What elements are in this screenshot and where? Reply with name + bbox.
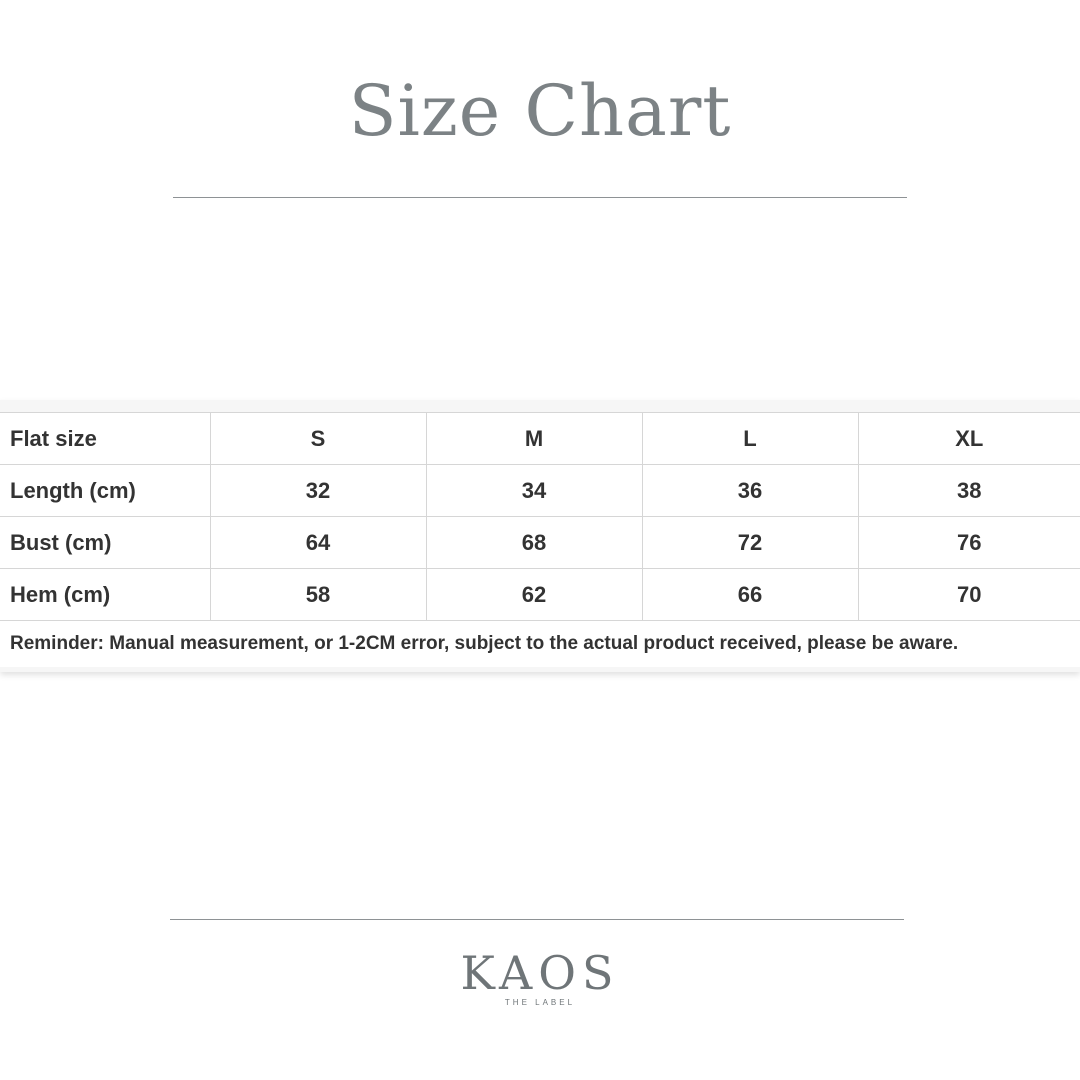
logo-wordmark: KAOS [460, 946, 620, 1000]
table-row [0, 517, 1080, 569]
table-cell: 36 [642, 465, 858, 517]
table-cell: 66 [642, 569, 858, 621]
size-table [0, 412, 1080, 667]
bottom-divider [170, 919, 904, 920]
size-table-panel [0, 400, 1080, 672]
table-cell: 58 [210, 569, 426, 621]
measurement-reminder: Reminder: Manual measurement, or 1-2CM error, subject to the actual product received, please be aware. [0, 621, 1080, 668]
brand-logo [0, 946, 1080, 1007]
header-cell-s: S [210, 413, 426, 465]
table-cell: 64 [210, 517, 426, 569]
row-label-hem: Hem (cm) [0, 569, 210, 621]
table-note-row [0, 621, 1080, 668]
row-label-bust: Bust (cm) [0, 517, 210, 569]
table-header-row [0, 413, 1080, 465]
table-cell: 68 [426, 517, 642, 569]
table-row [0, 569, 1080, 621]
table-cell: 38 [858, 465, 1080, 517]
header-cell-flat-size: Flat size [0, 413, 210, 465]
logo-subtitle: THE LABEL [504, 998, 576, 1007]
table-cell: 70 [858, 569, 1080, 621]
top-divider [173, 197, 907, 198]
table-cell: 76 [858, 517, 1080, 569]
header-cell-xl: XL [858, 413, 1080, 465]
header-cell-l: L [642, 413, 858, 465]
table-row [0, 465, 1080, 517]
table-cell: 32 [210, 465, 426, 517]
row-label-length: Length (cm) [0, 465, 210, 517]
page-title: Size Chart [348, 70, 732, 152]
header-cell-m: M [426, 413, 642, 465]
table-cell: 34 [426, 465, 642, 517]
table-cell: 72 [642, 517, 858, 569]
table-cell: 62 [426, 569, 642, 621]
